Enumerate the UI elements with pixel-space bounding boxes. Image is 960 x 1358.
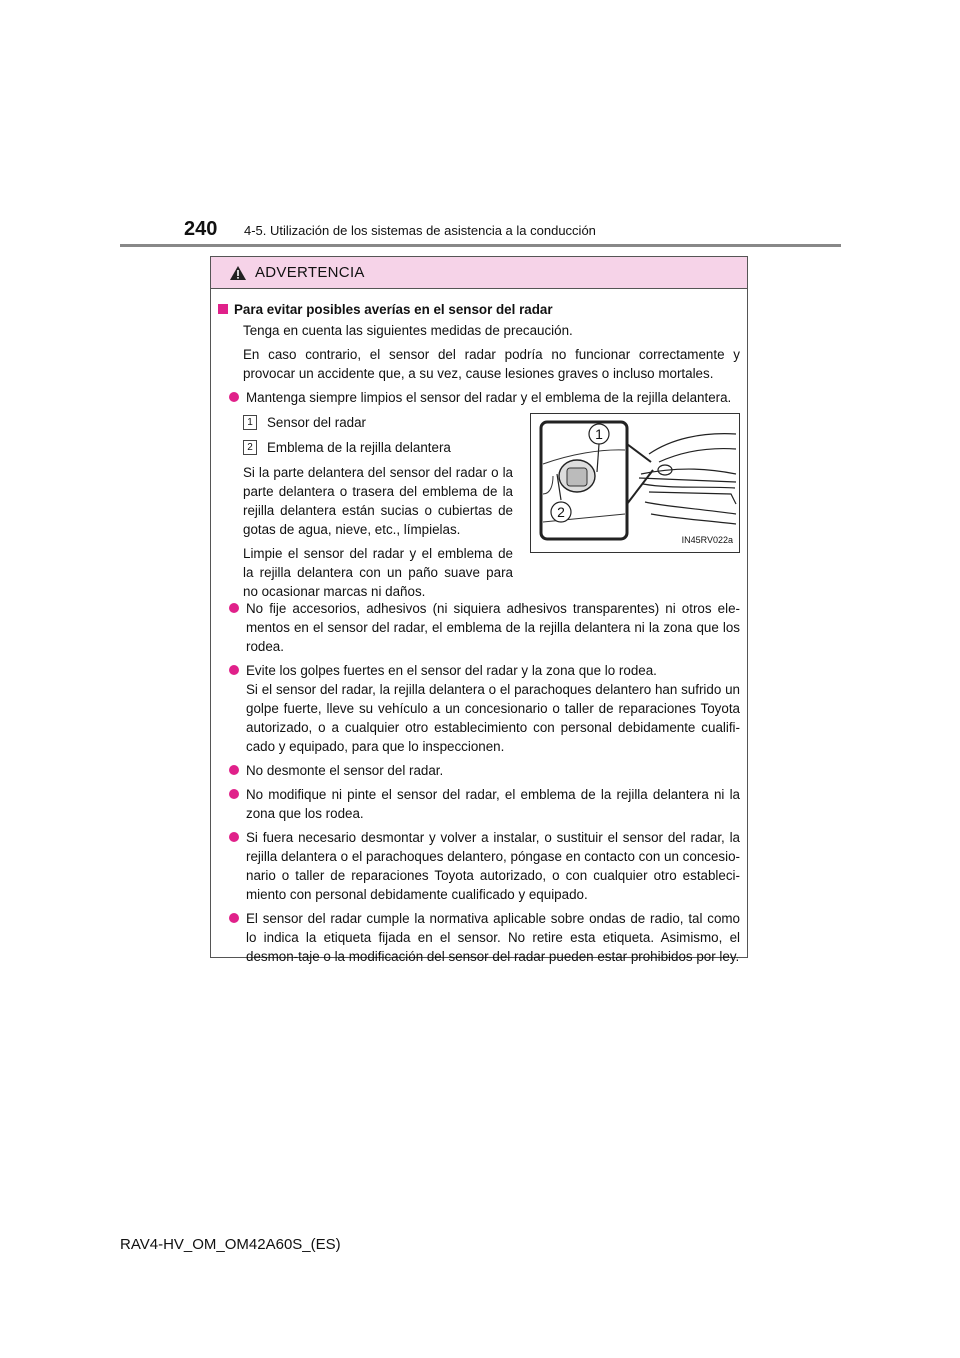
dot-bullet-icon [229, 832, 239, 842]
square-bullet-icon [218, 304, 228, 314]
dot-bullet-icon [229, 789, 239, 799]
warning-heading [218, 300, 740, 319]
callout-1: 1 [595, 426, 603, 442]
bullet-text: Si fuera necesario desmontar y volver a instalar, o sustituir el sensor del radar, la rejilla delantera o el parachoques delantero, póngase en contacto con un concesio-nario o taller de reparaciones Toyota autorizado, o con cualquier otro estableci-miento con personal debidamente cualificado y equipado. [246, 830, 740, 902]
callout-2: 2 [557, 504, 565, 520]
bullet-text: No desmonte el sensor del radar. [246, 763, 444, 778]
warning-box [210, 256, 748, 964]
dot-bullet-icon [229, 392, 239, 402]
warning-header [211, 257, 747, 289]
warning-title: ADVERTENCIA [255, 264, 365, 281]
dot-bullet-icon [229, 913, 239, 923]
bullet-item [218, 388, 740, 407]
radar-sensor-figure [530, 413, 740, 553]
numbered-item-label: Sensor del radar [267, 415, 366, 430]
numbered-item [243, 413, 513, 432]
bullet-text: No modifique ni pinte el sensor del radar, el emblema de la rejilla delantera ni la zona que los rodea. [246, 787, 740, 821]
bullet-item [218, 761, 740, 780]
bullet-text: El sensor del radar cumple la normativa aplicable sobre ondas de radio, tal como lo indica la etiqueta fijada en el sensor. No retire esta etiqueta. Asimismo, el desmon-taje o la modificación del sensor del radar pueden estar prohibidos por ley. [246, 911, 740, 964]
bullet-item [218, 909, 740, 966]
bullet-text [246, 661, 740, 756]
dot-bullet-icon [229, 765, 239, 775]
dot-bullet-icon [229, 665, 239, 675]
figure-paragraph-1: Si la parte delantera del sensor del radar o la parte delantera o trasera del emblema de la rejilla delantera están sucias o cubiertas de gotas de agua, nieve, etc., límpielas. [243, 465, 513, 537]
numbered-item-label: Emblema de la rejilla delantera [267, 440, 451, 455]
bullet-text: Mantenga siempre limpios el sensor del radar y el emblema de la rejilla delantera. [246, 390, 732, 405]
section-title: 4-5. Utilización de los sistemas de asistencia a la conducción [244, 223, 596, 238]
bullet-item [218, 785, 740, 823]
bullet-item [218, 599, 740, 656]
bullet-text-line: Evite los golpes fuertes en el sensor del radar y la zona que lo rodea. [246, 663, 657, 678]
warning-triangle-icon [229, 265, 247, 281]
warning-heading-text: Para evitar posibles averías en el sensor del radar [234, 302, 553, 317]
document-code-footer: RAV4-HV_OM_OM42A60S_(ES) [120, 1236, 341, 1253]
bullet-item [218, 828, 740, 904]
intro-paragraph-1: Tenga en cuenta las siguientes medidas de precaución. [243, 323, 573, 338]
number-badge: 2 [243, 440, 257, 455]
header-rule [120, 244, 841, 247]
page-number: 240 [184, 218, 218, 240]
figure-code: IN45RV022a [681, 535, 733, 545]
intro-paragraph-2: En caso contrario, el sensor del radar podría no funcionar correctamente y provocar un accidente que, a su vez, cause lesiones graves o incluso mortales. [243, 347, 740, 381]
numbered-item [243, 438, 513, 457]
number-badge: 1 [243, 415, 257, 430]
figure-row [218, 413, 740, 599]
bullet-text-continuation: Si el sensor del radar, la rejilla delantera o el parachoques delantero han sufrido un golpe fuerte, lleve su vehículo a un concesionario o taller de reparaciones Toyota autorizado, o a cualquier otro establecimiento con personal debidamente cualifi-cado y equipado, para que lo inspeccionen. [246, 682, 740, 754]
bullet-item [218, 661, 740, 756]
figure-paragraph-2: Limpie el sensor del radar y el emblema de la rejilla delantera con un paño suave para no ocasionar marcas ni daños. [243, 546, 513, 599]
dot-bullet-icon [229, 603, 239, 613]
warning-content [211, 289, 747, 966]
figure-text [243, 413, 513, 606]
bullet-text: No fije accesorios, adhesivos (ni siquiera adhesivos transparentes) ni otros ele-mentos en el sensor del radar, el emblema de la rejilla delantera ni la zona que los rodea. [246, 601, 740, 654]
